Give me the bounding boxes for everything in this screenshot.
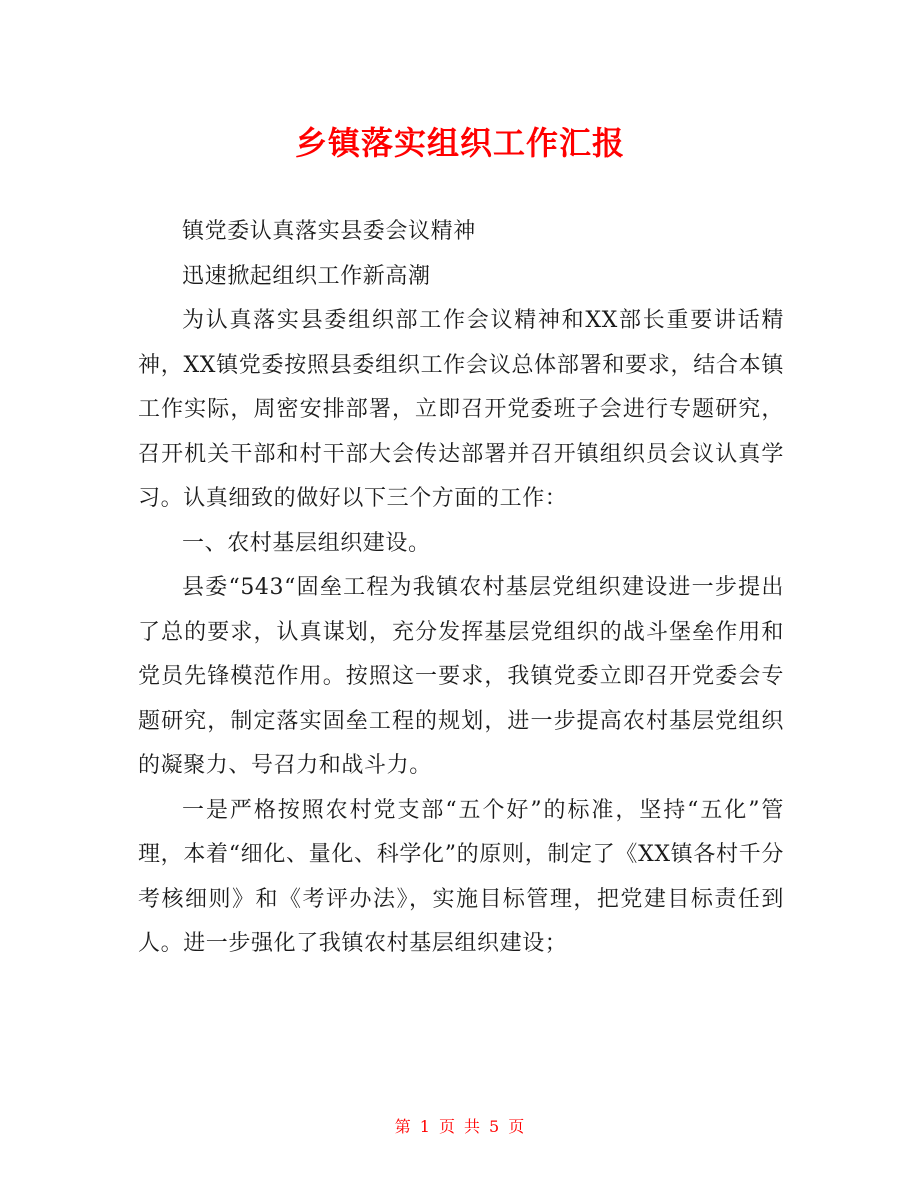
footer-page-unit: 页 — [438, 1117, 456, 1136]
paragraph-intro: 为认真落实县委组织部工作会议精神和XX部长重要讲话精神，XX镇党委按照县委组织工作会议总体部署和要求，结合本镇工作实际，周密安排部署，立即召开党委班子会进行专题研究，召开机关干部和村干部大会传达部署并召开镇组织员会议认真学习。认真细致的做好以下三个方面的工作： — [138, 308, 784, 511]
section-heading-1: 一、农村基层组织建设。 — [182, 530, 431, 556]
footer-total-label: 共 — [464, 1117, 482, 1136]
footer-page-label: 第 — [394, 1117, 412, 1136]
paragraph-section-1: 县委“543“固垒工程为我镇农村基层党组织建设进一步提出了总的要求，认真谋划，充分发挥基层党组织的战斗堡垒作用和党员先锋模范作用。按照这一要求，我镇党委立即召开党委会专题研究，制定落实固垒工程的规划，进一步提高农村基层党组织的凝聚力、号召力和战斗力。 — [138, 575, 784, 778]
document-body — [138, 210, 784, 967]
document-title: 乡镇落实组织工作汇报 — [294, 124, 625, 162]
footer-current-page: 1 — [419, 1117, 431, 1136]
footer-total-pages: 5 — [489, 1117, 501, 1136]
page-footer — [0, 1114, 920, 1137]
paragraph-subtitle-2: 迅速掀起组织工作新高潮 — [182, 263, 431, 289]
paragraph-subtitle-1: 镇党委认真落实县委会议精神 — [182, 219, 476, 244]
footer-total-unit: 页 — [508, 1117, 526, 1136]
paragraph-point-1: 一是严格按照农村党支部“五个好”的标准，坚持“五化”管理，本着“细化、量化、科学化”的原则，制定了《XX镇各村千分考核细则》和《考评办法》，实施目标管理，把党建目标责任到人。进一步强化了我镇农村基层组织建设； — [138, 797, 784, 956]
